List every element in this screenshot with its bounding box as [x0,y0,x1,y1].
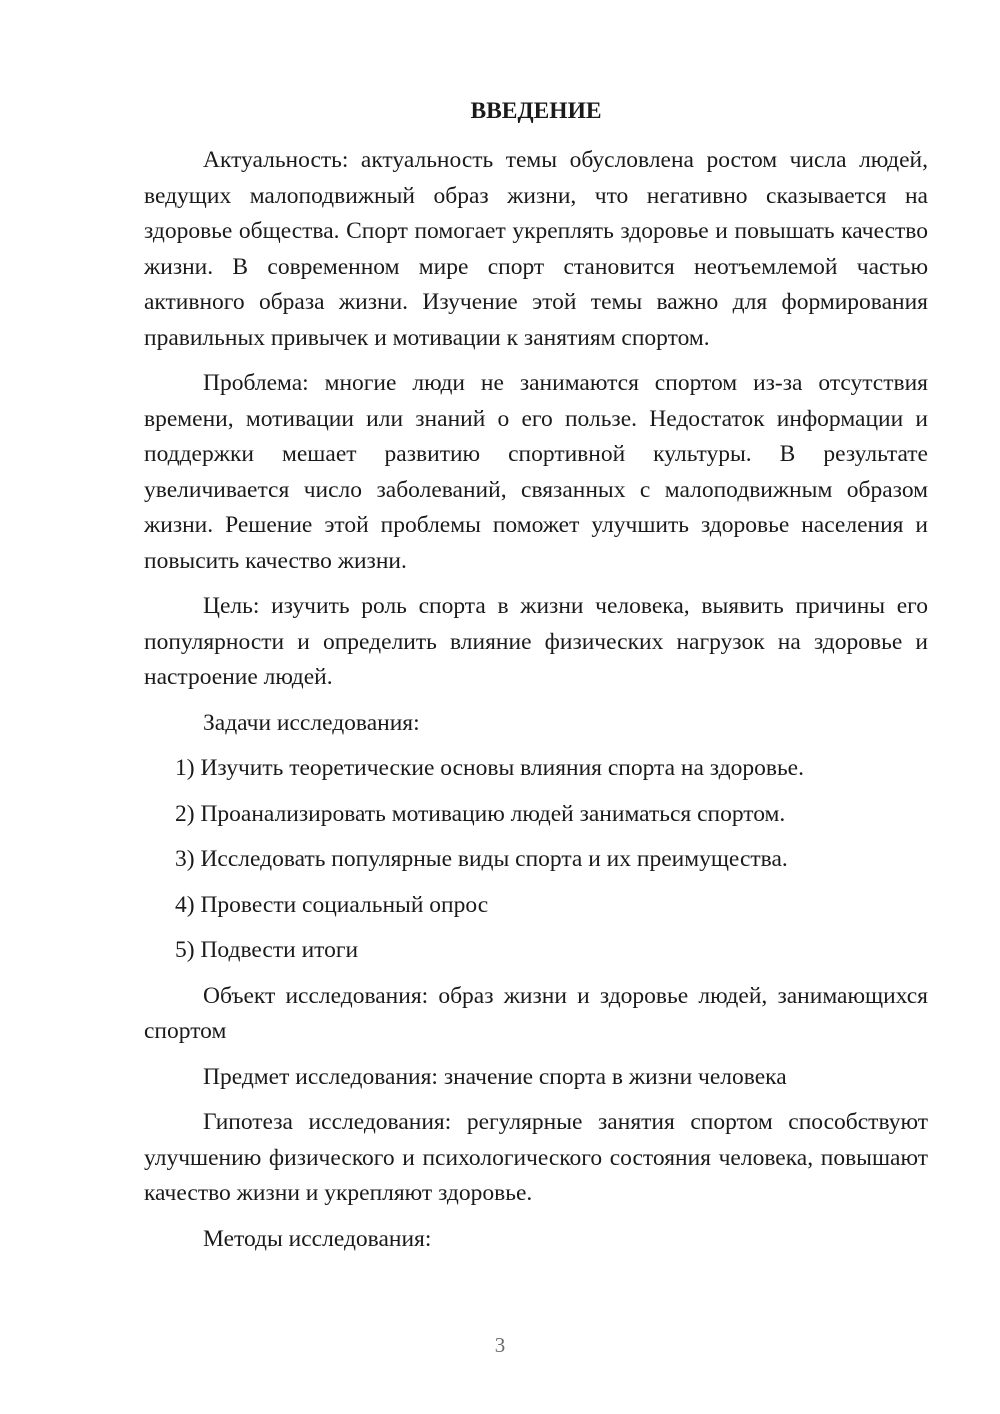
goal-paragraph: Цель: изучить роль спорта в жизни человека, выявить причины его популярности и определить влияние физических нагрузок на здоровье и настроение людей. [144,593,928,690]
task-item: 5) Подвести итоги [175,937,359,963]
object-paragraph: Объект исследования: образ жизни и здоровье людей, занимающихся спортом [144,982,928,1044]
tasks-title: Задачи исследования: [203,709,420,736]
page-number: 3 [494,1333,506,1357]
problem-paragraph: Проблема: многие люди не занимаются спортом из-за отсутствия времени, мотивации или знаний о его пользе. Недостаток информации и поддержки мешает развитию спортивной культуры. В результате увеличивается число заболеваний, связанных с малоподвижным образом жизни. Решение этой проблемы поможет улучшить здоровье населения и повысить качество жизни. [144,370,928,574]
page-content [144,94,928,1267]
hypothesis-paragraph: Гипотеза исследования: регулярные занятия спортом способствуют улучшению физического и психологического состояния человека, повышают качество жизни и укрепляют здоровье. [144,1109,928,1206]
section-heading: ВВЕДЕНИЕ [470,98,602,124]
methods-title: Методы исследования: [203,1225,432,1252]
task-item: 2) Проанализировать мотивацию людей заниматься спортом. [175,800,786,827]
subject-paragraph: Предмет исследования: значение спорта в жизни человека [203,1063,787,1090]
task-item: 3) Исследовать популярные виды спорта и их преимущества. [175,846,788,872]
task-item: 4) Провести социальный опрос [175,891,489,918]
task-item: 1) Изучить теоретические основы влияния спорта на здоровье. [175,755,804,781]
relevance-paragraph: Актуальность: актуальность темы обусловлена ростом числа людей, ведущих малоподвижный образ жизни, что негативно сказывается на здоровье общества. Спорт помогает укреплять здоровье и повышать качество жизни. В современном мире спорт становится неотъемлемой частью активного образа жизни. Изучение этой темы важно для формирования правильных привычек и мотивации к занятиям спортом. [144,147,928,351]
